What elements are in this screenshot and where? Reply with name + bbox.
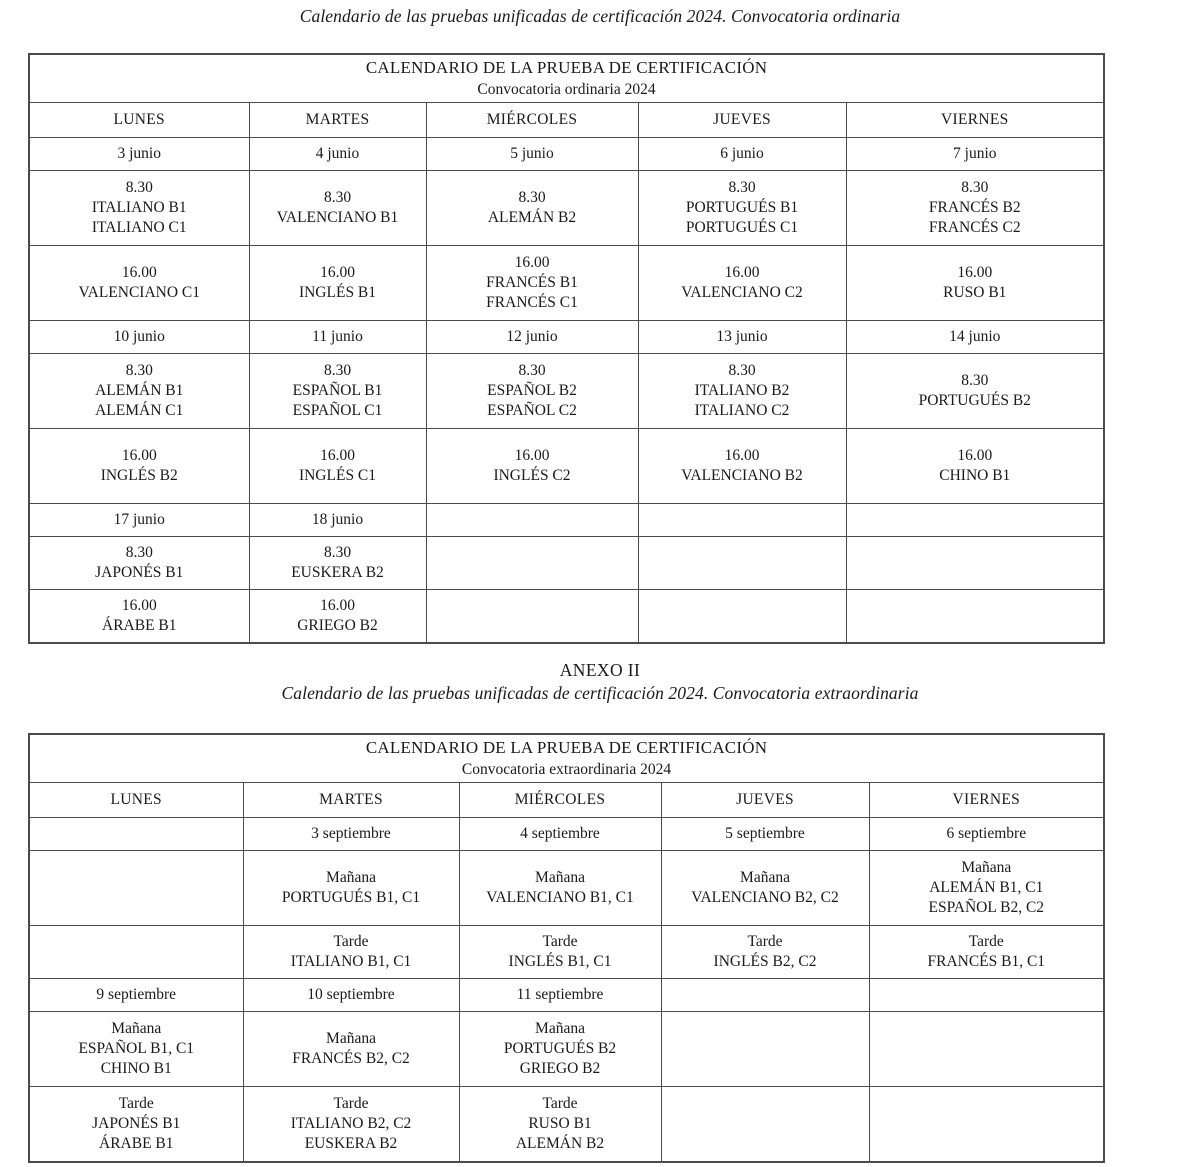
empty-cell [661,1012,869,1087]
table-title-cell [29,734,1104,783]
table-title-cell [29,54,1104,103]
afternoon-session-row [29,429,1104,504]
table-extraordinaria-body [29,734,1104,1162]
afternoon-exam-line: VALENCIANO B2 [681,467,803,484]
empty-cell [426,537,638,590]
afternoon-time-label: Tarde [333,933,369,950]
afternoon-time-label: 16.00 [320,447,355,464]
morning-time-label: 8.30 [125,362,153,379]
date-cell: 10 junio [29,321,249,354]
calendar-table-extraordinaria [28,733,1105,1163]
afternoon-session-cell [249,246,426,321]
afternoon-session-cell [243,926,459,979]
afternoon-time-label: 16.00 [724,447,760,464]
day-header-viernes: VIERNES [869,783,1104,818]
table-title-main: CALENDARIO DE LA PRUEBA DE CERTIFICACIÓN [365,58,768,77]
afternoon-exam-line: FRANCÉS B1 [486,274,578,291]
day-header-lunes: LUNES [29,103,249,138]
afternoon-session-cell [29,590,249,644]
week-date-row [29,138,1104,171]
morning-time-label: 8.30 [518,189,546,206]
morning-session-cell [249,171,426,246]
empty-cell [29,851,243,926]
morning-session-cell [638,171,846,246]
afternoon-session-cell [661,926,869,979]
morning-exam-line: ITALIANO B2 [694,382,790,399]
morning-session-cell [243,1012,459,1087]
morning-time-label: 8.30 [323,544,352,561]
afternoon-exam-line: INGLÉS B2, C2 [713,953,817,970]
table-title-row [29,54,1104,103]
morning-exam-line: VALENCIANO B2, C2 [691,889,839,906]
morning-time-label: 8.30 [961,372,989,389]
afternoon-exam-line: ITALIANO B2, C2 [290,1115,412,1132]
afternoon-exam-line: INGLÉS C1 [298,467,377,484]
morning-exam-line: PORTUGUÉS B2 [503,1040,617,1057]
morning-exam-line: PORTUGUÉS C1 [685,219,799,236]
week-date-row [29,321,1104,354]
date-cell: 4 junio [249,138,426,171]
empty-cell [661,1087,869,1163]
morning-session-row [29,354,1104,429]
morning-exam-line: ESPAÑOL B2, C2 [928,899,1045,916]
afternoon-exam-line: INGLÉS B1 [298,284,377,301]
morning-exam-line: PORTUGUÉS B2 [918,392,1031,409]
date-cell: 5 septiembre [661,818,869,851]
afternoon-time-label: 16.00 [121,597,157,614]
anexo-heading-block [0,658,1200,704]
afternoon-time-label: Tarde [542,1095,578,1112]
empty-cell [846,537,1104,590]
morning-time-label: 8.30 [323,362,352,379]
extraordinaria-heading-text: Calendario de las pruebas unificadas de certificación 2024. Convocatoria extraordinaria [281,683,919,703]
empty-cell [869,979,1104,1012]
date-cell: 10 septiembre [243,979,459,1012]
day-header-jueves: JUEVES [638,103,846,138]
empty-cell [846,590,1104,644]
morning-session-cell [869,851,1104,926]
afternoon-session-cell [638,246,846,321]
date-cell: 3 septiembre [243,818,459,851]
morning-exam-line: ITALIANO C1 [91,219,187,236]
morning-exam-line: ALEMÁN B2 [487,209,577,226]
morning-exam-line: ALEMÁN B1, C1 [929,879,1044,896]
afternoon-time-label: Tarde [968,933,1004,950]
date-cell: 5 junio [426,138,638,171]
date-cell: 3 junio [29,138,249,171]
afternoon-session-cell [846,429,1104,504]
afternoon-exam-line: ITALIANO B1, C1 [290,953,412,970]
ordinaria-heading-text: Calendario de las pruebas unificadas de certificación 2024. Convocatoria ordinaria [299,6,901,26]
morning-exam-line: GRIEGO B2 [519,1060,601,1077]
afternoon-session-cell [249,590,426,644]
date-cell: 11 septiembre [459,979,661,1012]
date-cell: 13 junio [638,321,846,354]
empty-cell [638,537,846,590]
anexo-label: ANEXO II [559,660,641,680]
afternoon-time-label: 16.00 [514,447,550,464]
afternoon-time-label: Tarde [542,933,578,950]
afternoon-time-label: 16.00 [514,254,550,271]
morning-session-cell [29,537,249,590]
afternoon-session-cell [459,1087,661,1163]
afternoon-session-cell [459,926,661,979]
afternoon-exam-line: RUSO B1 [943,284,1007,301]
morning-time-label: 8.30 [125,544,153,561]
day-header-row [29,103,1104,138]
date-cell: 17 junio [29,504,249,537]
morning-time-label: 8.30 [125,179,153,196]
afternoon-session-row [29,590,1104,644]
morning-session-cell [459,851,661,926]
date-cell: 6 septiembre [869,818,1104,851]
afternoon-time-label: 16.00 [957,264,993,281]
morning-exam-line: PORTUGUÉS B1, C1 [281,889,421,906]
afternoon-time-label: 16.00 [320,264,355,281]
week-date-row [29,504,1104,537]
afternoon-exam-line: VALENCIANO C1 [78,284,201,301]
morning-session-cell [249,354,426,429]
morning-exam-line: ESPAÑOL C1 [292,402,383,419]
day-header-martes: MARTES [249,103,426,138]
afternoon-time-label: 16.00 [121,264,157,281]
date-cell: 14 junio [846,321,1104,354]
day-header-miércoles: MIÉRCOLES [459,783,661,818]
morning-session-cell [846,171,1104,246]
table-title-main: CALENDARIO DE LA PRUEBA DE CERTIFICACIÓN [365,738,768,757]
morning-exam-line: ESPAÑOL B1, C1 [78,1040,195,1057]
empty-cell [426,504,638,537]
afternoon-session-row [29,246,1104,321]
empty-cell [846,504,1104,537]
afternoon-exam-line: EUSKERA B2 [304,1135,398,1152]
morning-exam-line: ITALIANO C2 [694,402,790,419]
date-cell: 6 junio [638,138,846,171]
empty-cell [29,926,243,979]
empty-cell [29,818,243,851]
morning-exam-line: ESPAÑOL C2 [487,402,577,419]
afternoon-time-label: Tarde [118,1095,154,1112]
afternoon-time-label: 16.00 [121,447,157,464]
morning-time-label: Mañana [535,869,585,886]
day-header-miércoles: MIÉRCOLES [426,103,638,138]
day-header-row [29,783,1104,818]
afternoon-exam-line: FRANCÉS C1 [486,294,578,311]
table-title-subtitle: Convocatoria extraordinaria 2024 [461,761,672,778]
morning-exam-line: JAPONÉS B1 [95,564,184,581]
afternoon-session-cell [29,1087,243,1163]
calendar-table-ordinaria [28,53,1105,644]
afternoon-exam-line: GRIEGO B2 [297,617,378,634]
day-header-martes: MARTES [243,783,459,818]
morning-time-label: Mañana [326,869,376,886]
afternoon-exam-line: RUSO B1 [528,1115,592,1132]
morning-exam-line: FRANCÉS C2 [928,219,1021,236]
morning-exam-line: ESPAÑOL B2 [487,382,577,399]
afternoon-time-label: 16.00 [957,447,993,464]
morning-time-label: Mañana [961,859,1012,876]
morning-exam-line: CHINO B1 [100,1060,172,1077]
date-cell: 18 junio [249,504,426,537]
date-cell: 9 septiembre [29,979,243,1012]
morning-session-row [29,851,1104,926]
day-header-lunes: LUNES [29,783,243,818]
afternoon-session-cell [29,246,249,321]
morning-time-label: Mañana [740,869,790,886]
page-title [0,5,1200,27]
morning-time-label: 8.30 [961,179,989,196]
morning-exam-line: EUSKERA B2 [291,564,384,581]
morning-exam-line: ESPAÑOL B1 [292,382,383,399]
empty-cell [869,1012,1104,1087]
morning-exam-line: FRANCÉS B2 [928,199,1021,216]
empty-cell [426,590,638,644]
afternoon-time-label: Tarde [747,933,783,950]
empty-cell [638,504,846,537]
empty-cell [869,1087,1104,1163]
afternoon-session-cell [846,246,1104,321]
morning-exam-line: ITALIANO B1 [91,199,187,216]
day-header-viernes: VIERNES [846,103,1104,138]
morning-session-cell [638,354,846,429]
morning-exam-line: FRANCÉS B2, C2 [292,1050,410,1067]
afternoon-session-cell [249,429,426,504]
afternoon-exam-line: ALEMÁN B2 [515,1135,605,1152]
morning-session-cell [249,537,426,590]
afternoon-exam-line: INGLÉS B2 [100,467,178,484]
morning-exam-line: VALENCIANO B1 [276,209,399,226]
morning-session-cell [846,354,1104,429]
morning-exam-line: PORTUGUÉS B1 [685,199,799,216]
afternoon-session-cell [426,246,638,321]
morning-session-cell [243,851,459,926]
week-date-row [29,818,1104,851]
morning-session-cell [426,171,638,246]
afternoon-session-cell [869,926,1104,979]
morning-session-cell [426,354,638,429]
afternoon-exam-line: VALENCIANO C2 [681,284,803,301]
table-title-row [29,734,1104,783]
afternoon-exam-line: CHINO B1 [939,467,1011,484]
morning-session-cell [29,1012,243,1087]
afternoon-exam-line: JAPONÉS B1 [92,1115,181,1132]
date-cell: 7 junio [846,138,1104,171]
afternoon-exam-line: INGLÉS B1, C1 [508,953,612,970]
day-header-jueves: JUEVES [661,783,869,818]
afternoon-exam-line: INGLÉS C2 [493,467,571,484]
afternoon-session-cell [638,429,846,504]
table-ordinaria-body [29,54,1104,643]
afternoon-session-row [29,926,1104,979]
empty-cell [638,590,846,644]
week-date-row [29,979,1104,1012]
morning-time-label: 8.30 [728,362,756,379]
afternoon-time-label: 16.00 [724,264,760,281]
morning-exam-line: VALENCIANO B1, C1 [486,889,634,906]
afternoon-exam-line: ÁRABE B1 [99,1135,174,1152]
afternoon-time-label: 16.00 [320,597,355,614]
morning-session-cell [661,851,869,926]
afternoon-time-label: Tarde [333,1095,369,1112]
morning-time-label: Mañana [535,1020,585,1037]
date-cell: 12 junio [426,321,638,354]
morning-time-label: 8.30 [728,179,756,196]
morning-exam-line: ALEMÁN B1 [95,382,184,399]
afternoon-session-row [29,1087,1104,1163]
morning-session-cell [29,354,249,429]
afternoon-exam-line: ÁRABE B1 [102,617,177,634]
morning-time-label: 8.30 [518,362,546,379]
afternoon-session-cell [29,429,249,504]
afternoon-session-cell [243,1087,459,1163]
morning-session-cell [29,171,249,246]
afternoon-exam-line: FRANCÉS B1, C1 [927,953,1046,970]
table-title-subtitle: Convocatoria ordinaria 2024 [477,81,656,98]
date-cell: 11 junio [249,321,426,354]
morning-time-label: 8.30 [323,189,352,206]
morning-time-label: Mañana [326,1030,376,1047]
empty-cell [661,979,869,1012]
morning-exam-line: ALEMÁN C1 [95,402,184,419]
morning-time-label: Mañana [111,1020,162,1037]
afternoon-session-cell [426,429,638,504]
morning-session-cell [459,1012,661,1087]
morning-session-row [29,1012,1104,1087]
morning-session-row [29,171,1104,246]
date-cell: 4 septiembre [459,818,661,851]
morning-session-row [29,537,1104,590]
